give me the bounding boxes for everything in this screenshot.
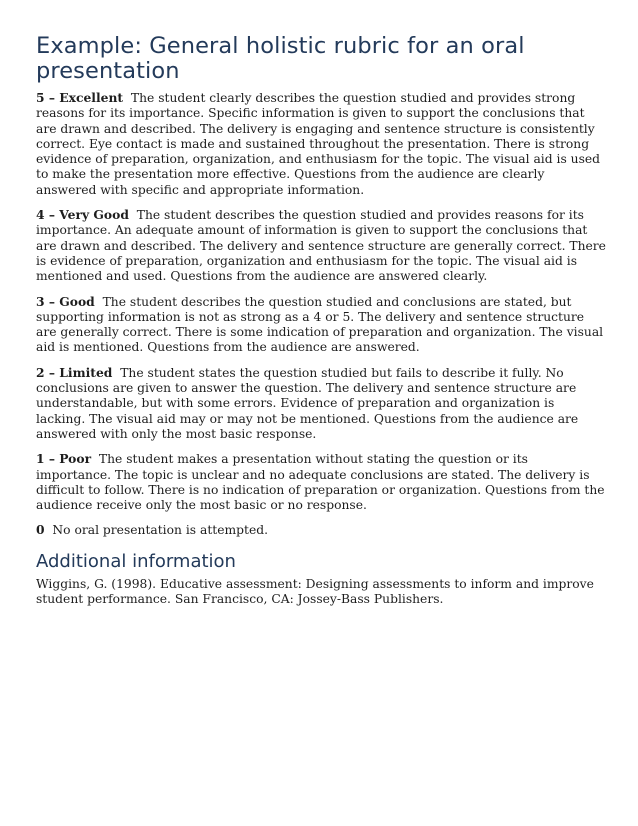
- rubric-level-description: No oral presentation is attempted.: [52, 523, 269, 538]
- rubric-level-0: [36, 522, 606, 538]
- rubric-level-5: [36, 90, 606, 198]
- rubric-level-description: The student clearly describes the question studied and provides strong reasons for its importance. Specific information is given to support the conclusions that are drawn and described. The delivery is engaging and sentence structure is consistently correct. Eye contact is made and sustained throughout the presentation. There is strong evidence of preparation, organization, and enthusiasm for the topic. The visual aid is used to make the presentation more effective. Questions from the audience are clearly answered with specific and appropriate information.: [36, 91, 601, 197]
- additional-info-heading: Additional information: [36, 550, 236, 572]
- rubric-level-3: [36, 294, 606, 356]
- reference-citation: Wiggins, G. (1998). Educative assessment: Designing assessments to inform and improve student performance. San Francisco, CA: Jossey-Bass Publishers.: [36, 576, 594, 607]
- rubric-level-4: [36, 207, 606, 284]
- rubric-level-label: 2 – Limited: [36, 364, 113, 380]
- rubric-level-label: 3 – Good: [36, 293, 95, 309]
- rubric-level-label: 0: [36, 522, 45, 538]
- page-title: Example: General holistic rubric for an oral presentation: [36, 33, 525, 84]
- rubric-level-1: [36, 451, 606, 513]
- rubric-level-description: The student makes a presentation without stating the question or its importance. The topic is unclear and no adequate conclusions are stated. The delivery is difficult to follow. There is no indication of preparation or organization. Questions from the audience receive only the most basic or no response.: [36, 452, 605, 513]
- rubric-level-description: The student describes the question studied and conclusions are stated, but supporting information is not as strong as a 4 or 5. The delivery and sentence structure are generally correct. There is some indication of preparation and organization. The visual aid is mentioned. Questions from the audience are answered.: [36, 294, 604, 355]
- document-page: [36, 34, 606, 607]
- rubric-level-label: 4 – Very Good: [36, 207, 129, 223]
- rubric-level-description: The student describes the question studied and provides reasons for its importance. An adequate amount of information is given to support the conclusions that are drawn and described. The delivery and sentence structure are generally correct. There is evidence of preparation, organization and enthusiasm for the topic. The visual aid is mentioned and used. Questions from the audience are answered clearly.: [36, 208, 606, 284]
- rubric-level-description: The student states the question studied but fails to describe it fully. No conclusions are given to answer the question. The delivery and sentence structure are understandable, but with some errors. Evidence of preparation and organization is lacking. The visual aid may or may not be mentioned. Questions from the audience are answered with only the most basic response.: [36, 365, 579, 441]
- rubric-level-2: [36, 365, 606, 442]
- rubric-level-label: 1 – Poor: [36, 451, 92, 467]
- rubric-level-label: 5 – Excellent: [36, 90, 124, 105]
